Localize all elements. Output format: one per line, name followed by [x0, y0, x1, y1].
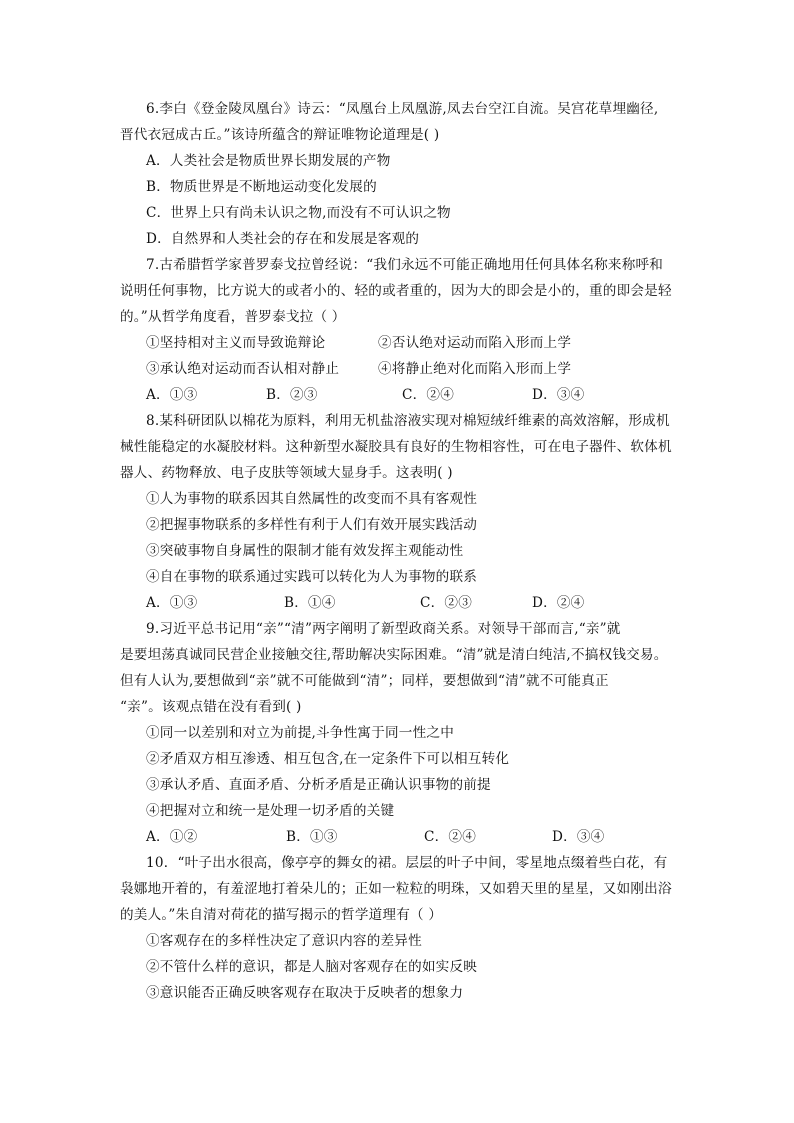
q8-stem-line-2: 械性能稳定的水凝胶材料。这种新型水凝胶具有良好的生物相容性，可在电子器件、软体机: [120, 439, 672, 455]
q10-statement-1: ①客观存在的多样性决定了意识内容的差异性: [146, 933, 422, 949]
q9-stem-line-1: 9.习近平总书记用“亲”“清”两字阐明了新型政商关系。对领导干部而言,“亲”就: [146, 621, 621, 637]
q6-option-a: A．人类社会是物质世界长期发展的产物: [146, 153, 391, 169]
q6-option-b: B．物质世界是不断地运动变化发展的: [146, 179, 377, 195]
q7-choice-d: D．③④: [532, 387, 585, 403]
q8-statement-1: ①人为事物的联系因其自然属性的改变而不具有客观性: [146, 491, 478, 507]
q10-stem-line-3: 的美人。”朱自清对荷花的描写揭示的哲学道理有（ ）: [120, 907, 443, 923]
q6-stem-line-2: 晋代衣冠成古丘。”该诗所蕴含的辩证唯物论道理是( ): [120, 127, 440, 143]
q7-statement-2: ②否认绝对运动而陷入形而上学: [378, 335, 572, 351]
q9-choice-a: A．①②: [146, 829, 198, 845]
q8-choice-b: B．①④: [284, 595, 336, 611]
q9-choice-b: B．①③: [286, 829, 338, 845]
q7-choice-b: B．②③: [266, 387, 318, 403]
q7-stem-line-3: 的。”从哲学角度看，普罗泰戈拉（ ）: [120, 309, 346, 325]
q10-statement-3: ③意识能否正确反映客观存在取决于反映者的想象力: [146, 985, 464, 1001]
q8-statement-3: ③突破事物自身属性的限制才能有效发挥主观能动性: [146, 543, 464, 559]
q9-statement-1: ①同一以差别和对立为前提,斗争性寓于同一性之中: [146, 725, 454, 741]
q7-stem-line-1: 7.古希腊哲学家普罗泰戈拉曾经说：“我们永远不可能正确地用任何具体名称来称呼和: [146, 257, 664, 273]
q9-stem-line-4: “亲”。该观点错在没有看到( ): [120, 699, 302, 715]
q8-statement-4: ④自在事物的联系通过实践可以转化为人为事物的联系: [146, 569, 478, 585]
q9-choice-d: D．③④: [552, 829, 605, 845]
q6-option-d: D．自然界和人类社会的存在和发展是客观的: [146, 231, 420, 247]
q10-statement-2: ②不管什么样的意识，都是人脑对客观存在的如实反映: [146, 959, 478, 975]
q8-statement-2: ②把握事物联系的多样性有利于人们有效开展实践活动: [146, 517, 478, 533]
q6-option-c: C．世界上只有尚未认识之物,而没有不可认识之物: [146, 205, 451, 221]
q9-choice-c: C．②④: [424, 829, 476, 845]
q7-statement-4: ④将静止绝对化而陷入形而上学: [378, 361, 572, 377]
q7-choice-a: A．①③: [146, 387, 198, 403]
q9-stem-line-2: 是要坦荡真诚同民营企业接触交往,帮助解决实际困难。“清”就是清白纯洁,不搞权钱交易。: [120, 647, 668, 663]
q8-choice-a: A．①③: [146, 595, 198, 611]
q7-stem-line-2: 说明任何事物，比方说大的或者小的、轻的或者重的，因为大的即会是小的，重的即会是轻: [120, 283, 672, 299]
q7-statement-3: ③承认绝对运动而否认相对静止: [146, 361, 340, 377]
q8-stem-line-3: 器人、药物释放、电子皮肤等领域大显身手。这表明( ): [120, 465, 453, 481]
q10-stem-line-2: 袅娜地开着的，有羞涩地打着朵儿的；正如一粒粒的明珠，又如碧天里的星星，又如刚出浴: [120, 881, 672, 897]
q9-statement-3: ③承认矛盾、直面矛盾、分析矛盾是正确认识事物的前提: [146, 777, 491, 793]
q9-statement-4: ④把握对立和统一是处理一切矛盾的关键: [146, 803, 395, 819]
q8-choice-d: D．②④: [532, 595, 585, 611]
q10-stem-line-1: 10．“叶子出水很高，像亭亭的舞女的裙。层层的叶子中间，零星地点缀着些白花，有: [146, 855, 668, 871]
q7-choice-c: C．②④: [402, 387, 454, 403]
q9-stem-line-3: 但有人认为,要想做到“亲”就不可能做到“清”；同样，要想做到“清”就不可能真正: [120, 673, 609, 689]
q8-choice-c: C．②③: [420, 595, 472, 611]
q7-statement-1: ①坚持相对主义而导致诡辩论: [146, 335, 326, 351]
q6-stem-line-1: 6.李白《登金陵凤凰台》诗云：“凤凰台上凤凰游,凤去台空江自流。吴宫花草埋幽径,: [146, 101, 659, 117]
q8-stem-line-1: 8.某科研团队以棉花为原料，利用无机盐溶液实现对棉短绒纤维素的高效溶解，形成机: [146, 413, 670, 429]
q9-statement-2: ②矛盾双方相互渗透、相互包含,在一定条件下可以相互转化: [146, 751, 510, 767]
